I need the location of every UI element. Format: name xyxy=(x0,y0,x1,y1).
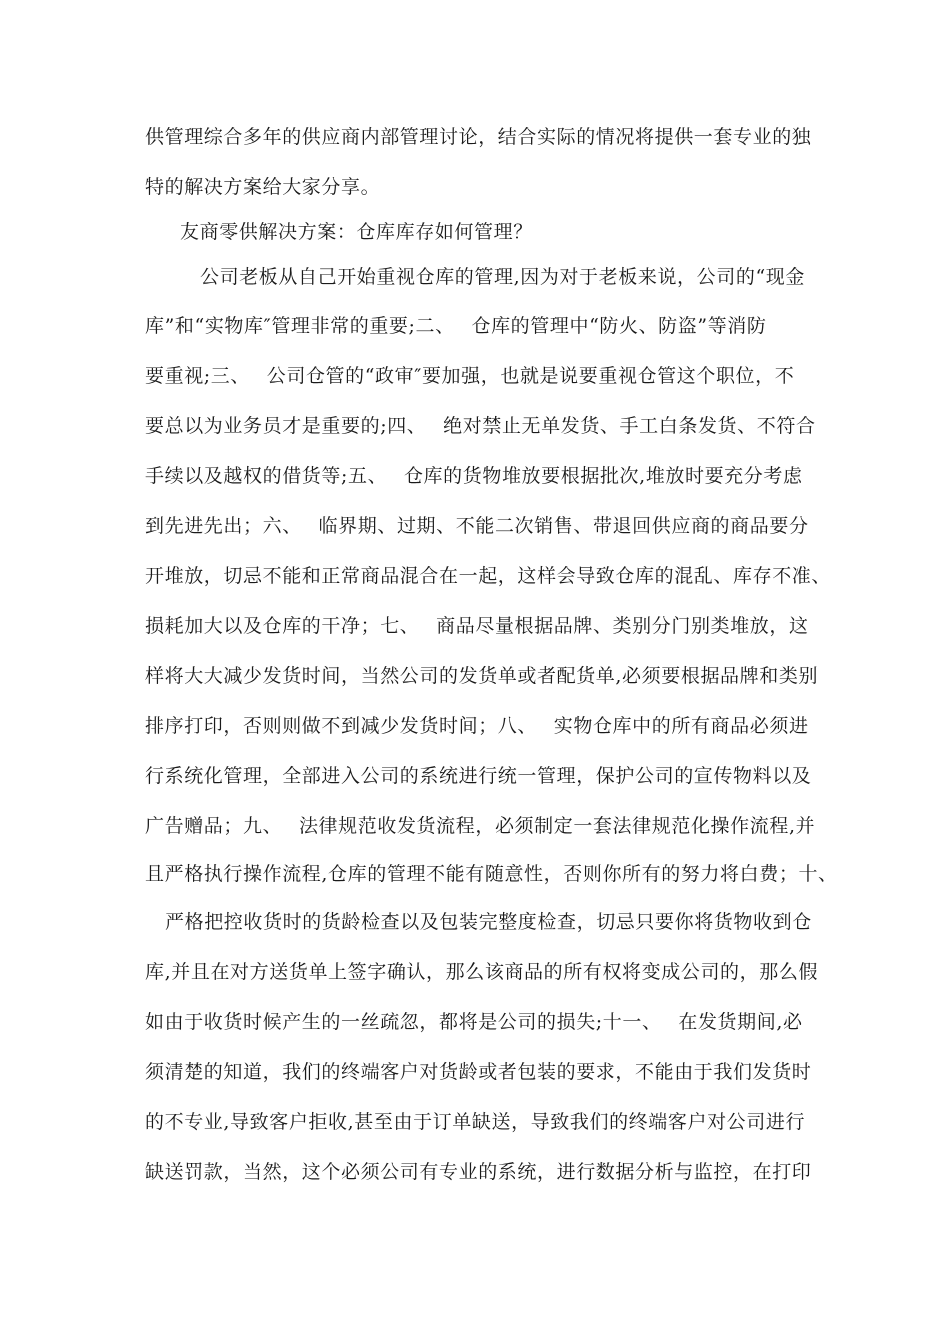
paragraph-line: 严格把控收货时的货龄检查以及包装完整度检查，切忌只要你将货物收到仓 xyxy=(165,911,812,933)
paragraph-line: 且严格执行操作流程,仓库的管理不能有随意性，否则你所有的努力将白费；十、 xyxy=(145,863,838,885)
paragraph-line: 样将大大减少发货时间，当然公司的发货单或者配货单,必须要根据品牌和类别 xyxy=(145,665,819,687)
paragraph-line: 排序打印，否则则做不到减少发货时间；八、 实物仓库中的所有商品必须进 xyxy=(145,715,809,737)
paragraph-line: 库”和“实物库″管理非常的重要;二、 仓库的管理中“防火、防盗”等消防 xyxy=(145,315,767,337)
section-heading: 友商零供解决方案：仓库库存如何管理？ xyxy=(180,221,533,243)
paragraph-line: 供管理综合多年的供应商内部管理讨论，结合实际的情况将提供一套专业的独 xyxy=(145,126,812,148)
paragraph-line: 要总以为业务员才是重要的;四、 绝对禁止无单发货、手工白条发货、不符合 xyxy=(145,415,816,437)
paragraph-line: 如由于收货时候产生的一丝疏忽，都将是公司的损失;十一、 在发货期间,必 xyxy=(145,1011,803,1033)
paragraph-line: 行系统化管理，全部进入公司的系统进行统一管理，保护公司的宣传物料以及 xyxy=(145,765,812,787)
paragraph-line: 开堆放，切忌不能和正常商品混合在一起，这样会导致仓库的混乱、库存不准、 xyxy=(145,565,832,587)
paragraph-line: 要重视;三、 公司仓管的“政审″要加强，也就是说要重视仓管这个职位，不 xyxy=(145,365,795,387)
paragraph-line: 缺送罚款，当然，这个必须公司有专业的系统，进行数据分析与监控，在打印 xyxy=(145,1161,812,1183)
paragraph-line: 到先进先出；六、 临界期、过期、不能二次销售、带退回供应商的商品要分 xyxy=(145,515,809,537)
paragraph-line: 广告赠品；九、 法律规范收发货流程，必须制定一套法律规范化操作流程,并 xyxy=(145,815,816,837)
paragraph-line: 库,并且在对方送货单上签字确认，那么该商品的所有权将变成公司的，那么假 xyxy=(145,961,819,983)
paragraph-line: 须清楚的知道，我们的终端客户对货龄或者包装的要求，不能由于我们发货时 xyxy=(145,1061,812,1083)
paragraph-line: 特的解决方案给大家分享。 xyxy=(145,176,381,198)
paragraph-line: 的不专业,导致客户拒收,甚至由于订单缺送，导致我们的终端客户对公司进行 xyxy=(145,1111,806,1133)
paragraph-line: 手续以及越权的借货等;五、 仓库的货物堆放要根据批次,堆放时要充分考虑 xyxy=(145,465,803,487)
paragraph-line: 损耗加大以及仓库的干净；七、 商品尽量根据品牌、类别分门别类堆放，这 xyxy=(145,615,809,637)
paragraph-line: 公司老板从自己开始重视仓库的管理,因为对于老板来说，公司的“现金 xyxy=(200,266,805,288)
